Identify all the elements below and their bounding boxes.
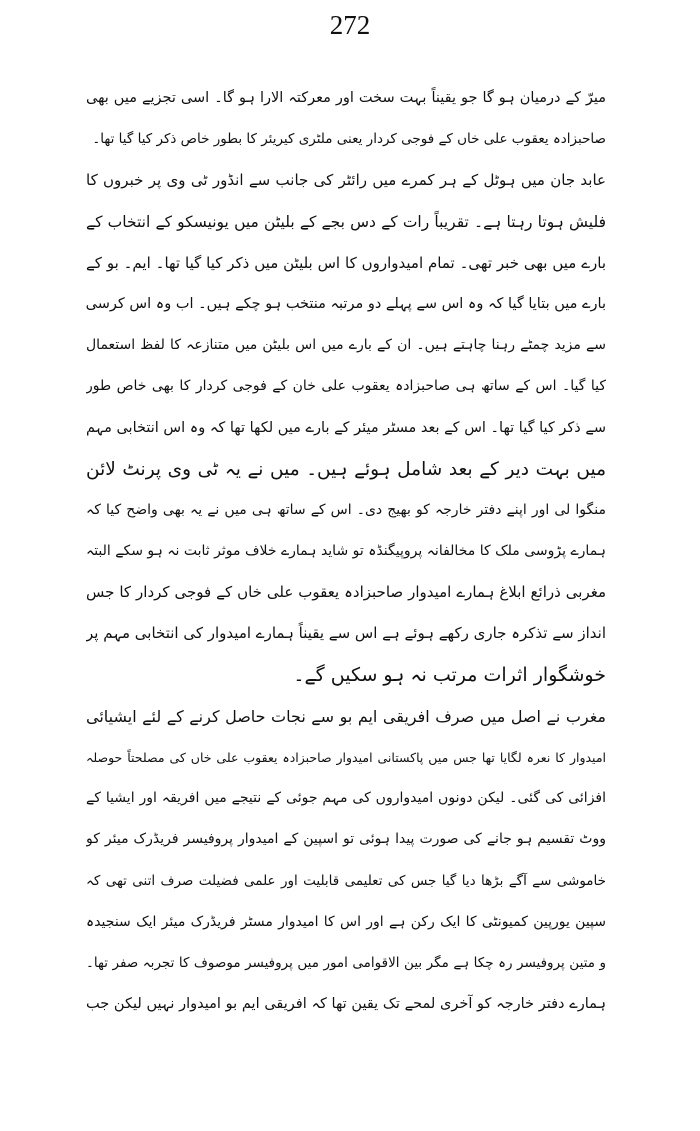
text-line: ہمارے دفتر خارجہ کو آخری لمحے تک یقین تھا کہ افریقی ایم بو امیدوار نہیں لیکن جب (86, 996, 606, 1013)
text-line: منگوا لی اور اپنے دفتر خارجہ کو بھیج دی۔ اس کے ساتھ ہی میں نے یہ بھی واضح کیا کہ (86, 501, 606, 518)
text-line: انداز سے تذکرہ جاری رکھے ہوئے ہے اس سے یقیناً ہمارے امیدوار کی انتخابی مہم پر (86, 624, 606, 643)
text-line: مغربی ذرائع ابلاغ ہمارے امیدوار صاحبزادہ یعقوب علی خاں کے فوجی کردار کا جس (86, 583, 606, 602)
text-line: خوشگوار اثرات مرتب نہ ہو سکیں گے۔ (293, 663, 606, 686)
page-number: 272 (329, 10, 371, 40)
body-text (86, 78, 606, 1025)
text-line: ہمارے پڑوسی ملک کا مخالفانہ پروپیگنڈہ تو شاید ہمارے خلاف موثر ثابت نہ ہو سکے البتہ (86, 543, 606, 560)
text-line: سے مزید چمٹے رہنا چاہتے ہیں۔ ان کے بارے میں اس بلیٹن میں متنازعہ کا لفظ استعمال (86, 337, 606, 354)
text-line: بارے میں بتایا گیا کہ وہ اس سے پہلے دو مرتبہ منتخب ہو چکے ہیں۔ اب وہ اس کرسی (86, 295, 606, 312)
text-line: ووٹ تقسیم ہو جانے کی صورت پیدا ہوئی تو اسپین کے امیدوار پروفیسر فریڈرک میئر کو (86, 831, 606, 848)
text-line: کیا گیا۔ اس کے ساتھ ہی صاحبزادہ یعقوب علی خان کے فوجی کردار کا بھی خاص طور (86, 378, 606, 395)
text-line: سپین یورپین کمیونٹی کا ایک رکن ہے اور اس کا امیدوار مسٹر فریڈرک میئر ایک سنجیدہ (86, 913, 606, 930)
text-line: امیدوار کا نعرہ لگایا تھا جس میں پاکستانی امیدوار صاحبزادہ یعقوب علی خاں کی مصلحتاً حوصلہ (86, 750, 606, 765)
text-line: و متین پروفیسر رہ چکا ہے مگر بین الاقوامی امور میں پروفیسر موصوف کا تجربہ صفر تھا۔ (86, 954, 606, 971)
text-line: صاحبزادہ یعقوب علی خاں کے فوجی کردار یعنی ملٹری کیریئر کا بطور خاص ذکر کیا گیا تھا۔ (92, 131, 606, 148)
text-line: فلیش ہوتا رہتا ہے۔ تقریباً رات کے دس بجے کے بلیٹن میں یونیسکو کے انتخاب کے (86, 212, 606, 231)
text-line: سے ذکر کیا گیا تھا۔ اس کے بعد مسٹر میئر کے بارے میں لکھا تھا کہ وہ اس انتخابی مہم (86, 419, 606, 436)
text-line: عابد جان میں ہوٹل کے ہر کمرے میں رائٹر کی جانب سے انڈور ٹی وی پر خبروں کا (86, 171, 606, 190)
text-line: خاموشی سے آگے بڑھا دیا گیا جس کی تعلیمی قابلیت اور علمی فضیلت صرف اتنی تھی کہ (86, 872, 606, 889)
text-line: بارے میں بھی خبر تھی۔ تمام امیدواروں کا اس بلیٹن میں ذکر کیا گیا تھا۔ ایم۔ بو کے (86, 253, 606, 272)
text-line: میرّ کے درمیان ہو گا جو یقیناً بہت سخت اور معرکتہ الارا ہو گا۔ اسی تجزیے میں بھی (86, 90, 606, 106)
text-line: مغرب نے اصل میں صرف افریقی ایم بو سے نجات حاصل کرنے کے لئے ایشیائی (86, 706, 606, 726)
text-line: میں بہت دیر کے بعد شامل ہوئے ہیں۔ میں نے یہ ٹی وی پرنٹ لائن (86, 458, 606, 480)
text-line: افزائی کی گئی۔ لیکن دونوں امیدواروں کی مہم جوئی کے نتیجے میں افریقہ اور ایشیا کے (86, 790, 606, 807)
